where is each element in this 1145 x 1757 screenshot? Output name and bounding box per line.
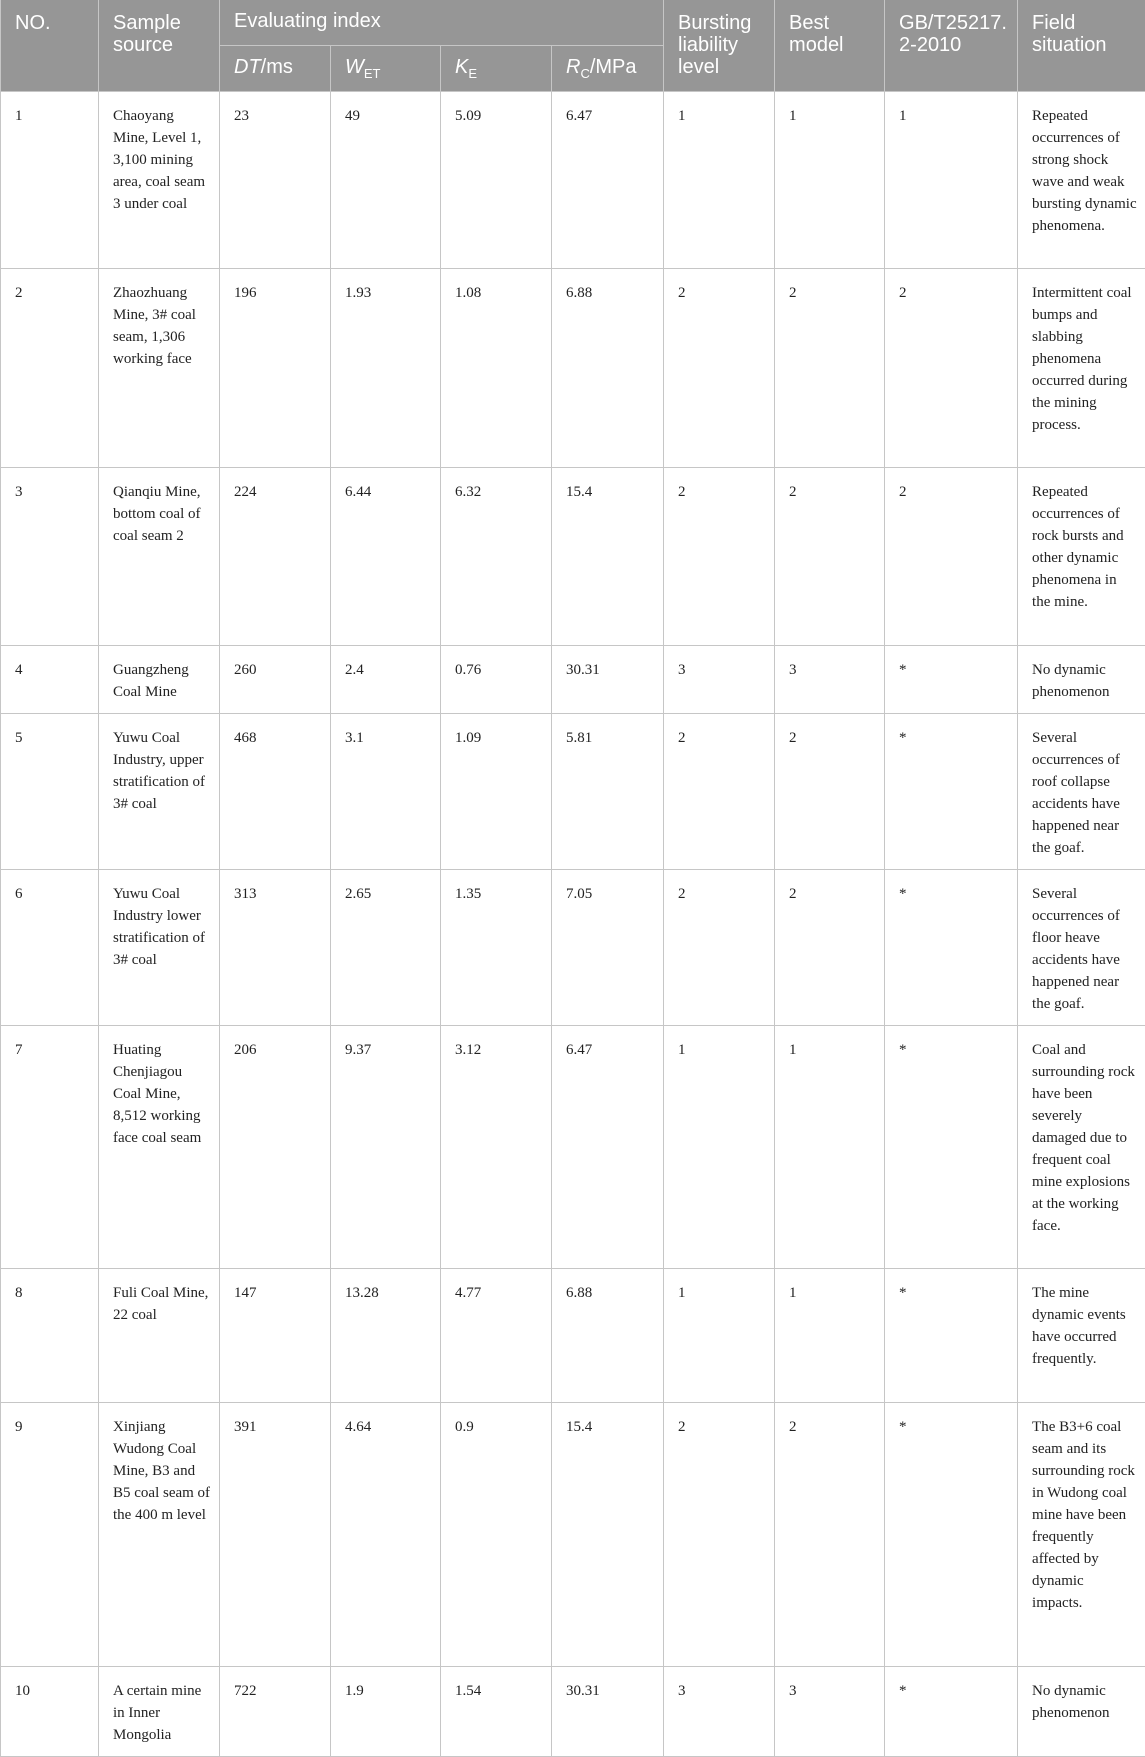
cell-dt: 391 — [220, 1402, 331, 1666]
cell-sample-source: Yuwu Coal Industry, upper stratification of 3# coal — [99, 713, 220, 869]
header-bursting-liability-level: Bursting liability level — [664, 0, 775, 91]
cell-dt: 206 — [220, 1025, 331, 1268]
table-row — [1, 1268, 1145, 1402]
cell-gb-standard: * — [885, 1402, 1018, 1666]
cell-best-model: 2 — [775, 1402, 885, 1666]
header-field-situation: Field situation — [1018, 0, 1145, 91]
cell-bursting-level: 2 — [664, 869, 775, 1025]
header-evaluating-index: Evaluating index — [220, 0, 664, 45]
cell-no: 3 — [1, 467, 99, 645]
cell-field-situation: Several occurrences of roof collapse accidents have happened near the goaf. — [1018, 713, 1145, 869]
cell-best-model: 2 — [775, 869, 885, 1025]
cell-sample-source: Yuwu Coal Industry lower stratification of 3# coal — [99, 869, 220, 1025]
cell-dt: 722 — [220, 1666, 331, 1756]
cell-ke: 6.32 — [441, 467, 552, 645]
cell-sample-source: Zhaozhuang Mine, 3# coal seam, 1,306 working face — [99, 268, 220, 467]
cell-no: 8 — [1, 1268, 99, 1402]
header-dt — [220, 45, 331, 91]
cell-bursting-level: 3 — [664, 1666, 775, 1756]
table-row — [1, 1666, 1145, 1756]
cell-ke: 5.09 — [441, 91, 552, 268]
cell-wet: 3.1 — [331, 713, 441, 869]
cell-field-situation: Repeated occurrences of strong shock wave and weak bursting dynamic phenomena. — [1018, 91, 1145, 268]
cell-bursting-level: 2 — [664, 1402, 775, 1666]
cell-sample-source: A certain mine in Inner Mongolia — [99, 1666, 220, 1756]
cell-best-model: 1 — [775, 1025, 885, 1268]
cell-no: 10 — [1, 1666, 99, 1756]
cell-bursting-level: 2 — [664, 713, 775, 869]
cell-sample-source: Guangzheng Coal Mine — [99, 645, 220, 713]
cell-wet: 2.65 — [331, 869, 441, 1025]
cell-bursting-level: 1 — [664, 91, 775, 268]
cell-ke: 1.35 — [441, 869, 552, 1025]
table-row — [1, 467, 1145, 645]
cell-dt: 468 — [220, 713, 331, 869]
cell-no: 4 — [1, 645, 99, 713]
table-row — [1, 1025, 1145, 1268]
cell-best-model: 2 — [775, 268, 885, 467]
cell-no: 7 — [1, 1025, 99, 1268]
cell-dt: 224 — [220, 467, 331, 645]
cell-wet: 13.28 — [331, 1268, 441, 1402]
header-wet-subscript: ET — [364, 66, 381, 81]
cell-sample-source: Chaoyang Mine, Level 1, 3,100 mining area, coal seam 3 under coal — [99, 91, 220, 268]
header-rc — [552, 45, 664, 91]
cell-field-situation: Intermittent coal bumps and slabbing phenomena occurred during the mining process. — [1018, 268, 1145, 467]
header-dt-unit: /ms — [261, 56, 293, 78]
header-best-model: Best model — [775, 0, 885, 91]
cell-dt: 147 — [220, 1268, 331, 1402]
cell-best-model: 3 — [775, 645, 885, 713]
cell-gb-standard: * — [885, 1268, 1018, 1402]
cell-wet: 9.37 — [331, 1025, 441, 1268]
table-row — [1, 1402, 1145, 1666]
cell-rc: 7.05 — [552, 869, 664, 1025]
cell-rc: 6.88 — [552, 1268, 664, 1402]
cell-wet: 6.44 — [331, 467, 441, 645]
cell-dt: 196 — [220, 268, 331, 467]
cell-field-situation: Repeated occurrences of rock bursts and other dynamic phenomena in the mine. — [1018, 467, 1145, 645]
cell-field-situation: Several occurrences of floor heave accidents have happened near the goaf. — [1018, 869, 1145, 1025]
cell-no: 9 — [1, 1402, 99, 1666]
cell-best-model: 3 — [775, 1666, 885, 1756]
cell-dt: 260 — [220, 645, 331, 713]
header-wet-symbol: W — [345, 56, 364, 78]
cell-rc: 6.47 — [552, 1025, 664, 1268]
cell-ke: 1.54 — [441, 1666, 552, 1756]
cell-ke: 0.9 — [441, 1402, 552, 1666]
cell-bursting-level: 1 — [664, 1025, 775, 1268]
cell-field-situation: The mine dynamic events have occurred frequently. — [1018, 1268, 1145, 1402]
cell-best-model: 2 — [775, 467, 885, 645]
cell-rc: 30.31 — [552, 1666, 664, 1756]
header-ke — [441, 45, 552, 91]
cell-no: 1 — [1, 91, 99, 268]
header-gb-standard: GB/T25217. 2-2010 — [885, 0, 1018, 91]
cell-sample-source: Xinjiang Wudong Coal Mine, B3 and B5 coal seam of the 400 m level — [99, 1402, 220, 1666]
cell-rc: 6.88 — [552, 268, 664, 467]
cell-ke: 1.09 — [441, 713, 552, 869]
cell-best-model: 1 — [775, 1268, 885, 1402]
cell-wet: 4.64 — [331, 1402, 441, 1666]
cell-rc: 30.31 — [552, 645, 664, 713]
cell-gb-standard: 2 — [885, 467, 1018, 645]
table-row — [1, 268, 1145, 467]
cell-wet: 49 — [331, 91, 441, 268]
cell-gb-standard: * — [885, 1666, 1018, 1756]
cell-gb-standard: * — [885, 713, 1018, 869]
cell-wet: 1.93 — [331, 268, 441, 467]
cell-bursting-level: 1 — [664, 1268, 775, 1402]
cell-no: 6 — [1, 869, 99, 1025]
cell-bursting-level: 2 — [664, 268, 775, 467]
table-row — [1, 645, 1145, 713]
cell-ke: 0.76 — [441, 645, 552, 713]
header-ke-subscript: E — [468, 66, 477, 81]
header-ke-symbol: K — [455, 56, 468, 78]
cell-no: 5 — [1, 713, 99, 869]
cell-rc: 15.4 — [552, 1402, 664, 1666]
cell-gb-standard: * — [885, 645, 1018, 713]
cell-gb-standard: 1 — [885, 91, 1018, 268]
cell-sample-source: Huating Chenjiagou Coal Mine, 8,512 working face coal seam — [99, 1025, 220, 1268]
cell-no: 2 — [1, 268, 99, 467]
cell-dt: 313 — [220, 869, 331, 1025]
cell-sample-source: Qianqiu Mine, bottom coal of coal seam 2 — [99, 467, 220, 645]
cell-dt: 23 — [220, 91, 331, 268]
cell-ke: 3.12 — [441, 1025, 552, 1268]
cell-field-situation: No dynamic phenomenon — [1018, 645, 1145, 713]
header-wet — [331, 45, 441, 91]
cell-field-situation: Coal and surrounding rock have been severely damaged due to frequent coal mine explosions at the working face. — [1018, 1025, 1145, 1268]
cell-gb-standard: 2 — [885, 268, 1018, 467]
header-rc-unit: /MPa — [590, 56, 637, 78]
cell-ke: 4.77 — [441, 1268, 552, 1402]
header-rc-subscript: C — [580, 66, 589, 81]
cell-wet: 1.9 — [331, 1666, 441, 1756]
table-row — [1, 91, 1145, 268]
header-dt-symbol: DT — [234, 56, 261, 78]
cell-sample-source: Fuli Coal Mine, 22 coal — [99, 1268, 220, 1402]
cell-gb-standard: * — [885, 1025, 1018, 1268]
cell-rc: 5.81 — [552, 713, 664, 869]
cell-rc: 15.4 — [552, 467, 664, 645]
cell-best-model: 1 — [775, 91, 885, 268]
header-sample-source: Sample source — [99, 0, 220, 91]
cell-field-situation: The B3+6 coal seam and its surrounding rock in Wudong coal mine have been frequently affected by dynamic impacts. — [1018, 1402, 1145, 1666]
cell-ke: 1.08 — [441, 268, 552, 467]
cell-bursting-level: 2 — [664, 467, 775, 645]
cell-wet: 2.4 — [331, 645, 441, 713]
table-row — [1, 713, 1145, 869]
header-rc-symbol: R — [566, 56, 580, 78]
cell-rc: 6.47 — [552, 91, 664, 268]
cell-bursting-level: 3 — [664, 645, 775, 713]
cell-gb-standard: * — [885, 869, 1018, 1025]
table-row — [1, 869, 1145, 1025]
header-no: NO. — [1, 0, 99, 91]
cell-field-situation: No dynamic phenomenon — [1018, 1666, 1145, 1756]
cell-best-model: 2 — [775, 713, 885, 869]
